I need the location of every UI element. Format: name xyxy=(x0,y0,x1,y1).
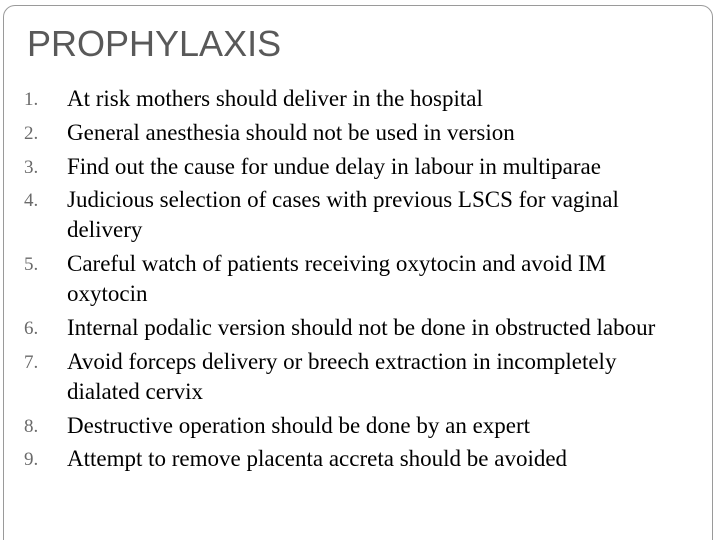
slide-title: PROPHYLAXIS xyxy=(27,23,282,64)
list-item-number: 4. xyxy=(24,190,39,212)
list-item-number: 8. xyxy=(24,415,39,437)
list-item xyxy=(0,152,710,182)
list-item xyxy=(0,118,710,148)
list-item-text: Avoid forceps delivery or breech extraction in incompletely dialated cervix xyxy=(67,348,617,404)
list-item-text: Attempt to remove placenta accreta should be avoided xyxy=(67,446,568,472)
list-item-number: 6. xyxy=(24,317,39,339)
list-item-number: 9. xyxy=(24,449,39,471)
list-item xyxy=(0,313,710,343)
prophylaxis-list xyxy=(0,84,710,478)
list-item-number: 1. xyxy=(24,89,39,110)
list-item-number: 2. xyxy=(24,122,39,144)
list-item-text: Careful watch of patients receiving oxytocin and avoid IM oxytocin xyxy=(67,251,607,307)
list-item-text: Destructive operation should be done by an expert xyxy=(67,412,531,438)
list-item-number: 7. xyxy=(24,351,39,373)
list-item-text: At risk mothers should deliver in the hospital xyxy=(67,86,483,111)
list-item xyxy=(0,185,710,245)
list-item-text: Judicious selection of cases with previous LSCS for vaginal delivery xyxy=(67,187,619,243)
list-item xyxy=(0,347,710,407)
list-item-number: 3. xyxy=(24,156,39,178)
list-item-text: General anesthesia should not be used in version xyxy=(67,119,515,145)
list-item xyxy=(0,84,710,114)
list-item-number: 5. xyxy=(24,254,39,276)
list-item xyxy=(0,444,710,474)
list-item-text: Find out the cause for undue delay in labour in multiparae xyxy=(67,153,601,179)
list-item xyxy=(0,249,710,309)
list-item xyxy=(0,411,710,441)
list-item-text: Internal podalic version should not be done in obstructed labour xyxy=(67,314,656,340)
